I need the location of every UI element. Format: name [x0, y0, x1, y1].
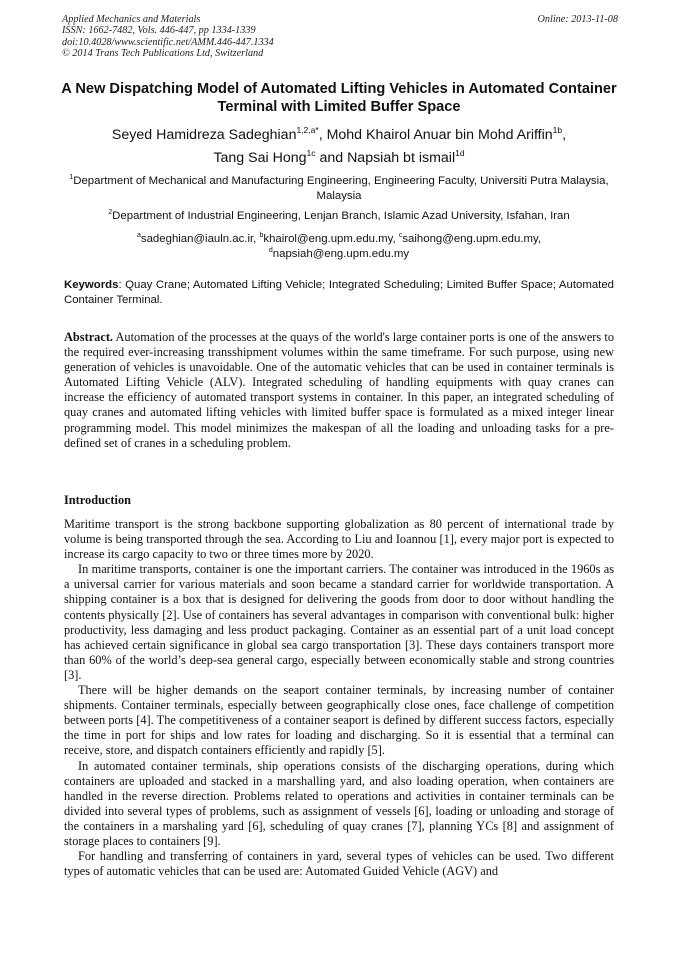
author-name: Seyed Hamidreza Sadeghian [111, 127, 297, 143]
paper-title: A New Dispatching Model of Automated Lifting Vehicles in Automated Container Terminal with Limited Buffer Space [61, 81, 617, 115]
author-separator: , [318, 127, 327, 143]
abstract-text: Automation of the processes at the quays of the world's large container ports is one of the answers to the required ever-increasing transshipment volumes within the same timeframe. For such purpose, using new generation of vehicles is unavoidable. One of the automatic vehicles that can be used in container terminals is Automated Lifting Vehicle (ALV). Integrated scheduling of handling equipments with quay cranes can increase the efficiency of automated transport systems in container. In this paper, an integrated scheduling of quay cranes and automated lifting vehicles with limited buffer space is formulated as a mixed integer linear programming model. This model minimizes the makespan of all the loading and unloading tasks for a pre-defined set of cranes in a scheduling problem. [64, 330, 614, 450]
author-name: Mohd Khairol Anuar bin Mohd Ariffin [326, 127, 553, 143]
email-mark: b [259, 232, 264, 240]
keywords-label: Keywords [64, 279, 119, 291]
email-mark: d [268, 246, 273, 254]
paragraph: Maritime transport is the strong backbone supporting globalization as 80 percent of international trade by volume is being transported through the sea. According to Liu and Ioannou [1], every major port is expected to increase its cargo capacity to two or three times more by 2020. [64, 517, 614, 562]
abstract-block [64, 330, 614, 451]
email-link[interactable]: napsiah@eng.upm.edu.my [272, 247, 410, 260]
paragraph: In automated container terminals, ship operations consists of the discharging operations, during which containers are uploaded and stacked in a marshalling yard, and also loading operation, when containers are handled in the reverse direction. Problems related to operations and activities in container terminals can be divided into several types of problems, such as assignment of vessels [6], loading or unloading and storage of the containers in a marshaling yard [6], scheduling of quay cranes [7], planning YCs [8] and assignment of storage places to containers [9]. [64, 758, 614, 848]
author-emails [56, 232, 622, 261]
author-affiliation-mark: 1b [552, 125, 563, 136]
copyright-line: © 2014 Trans Tech Publications Ltd, Switzerland [62, 48, 264, 60]
abstract-label: Abstract. [64, 330, 114, 344]
affiliation-2 [56, 209, 622, 224]
keywords-block [64, 278, 614, 308]
author-list [50, 124, 628, 170]
email-mark: c [398, 232, 403, 240]
keywords-text: : Quay Crane; Automated Lifting Vehicle; Integrated Scheduling; Limited Buffer Space; Automated Container Terminal. [64, 279, 614, 306]
author-conjunction: and [315, 150, 348, 166]
email-mark: a [137, 232, 141, 240]
paragraph: For handling and transferring of containers in yard, several types of vehicles can be used. Two different types of automatic vehicles that can be used are: Automated Guided Vehicle (AGV) and [64, 849, 614, 879]
affiliation-text: Department of Mechanical and Manufacturing Engineering, Engineering Faculty, Universiti Putra Malaysia, Malaysia [73, 175, 609, 202]
affiliation-mark: 1 [69, 174, 74, 182]
journal-header [62, 14, 618, 60]
author-affiliation-mark: 1c [306, 148, 316, 159]
email-link[interactable]: saihong@eng.upm.edu.my, [402, 233, 541, 245]
paragraph: There will be higher demands on the seaport container terminals, by increasing number of container shipments. Container terminals, especially between geographically close ones, face challenge of competition between ports [4]. The competitiveness of a container seaport is defined by different success factors, especially the time in port for ships and low rates for loading and discharging. So it is essential that a terminal can receive, store, and dispatch containers efficiently and rapidly [5]. [64, 683, 614, 758]
introduction-body [64, 517, 614, 879]
journal-name: Applied Mechanics and Materials [62, 14, 201, 25]
online-date: Online: 2013-11-08 [537, 14, 618, 25]
author-name: Napsiah bt ismail [347, 150, 456, 166]
affiliation-1 [56, 174, 622, 204]
doi-line: doi:10.4028/www.scientific.net/AMM.446-447.1334 [62, 36, 274, 48]
issn-line: ISSN: 1662-7482, Vols. 446-447, pp 1334-1339 [62, 25, 256, 37]
section-heading-introduction: Introduction [64, 493, 131, 507]
author-affiliation-mark: 1d [455, 148, 465, 159]
author-name: Tang Sai Hong [213, 150, 307, 166]
author-affiliation-mark: 1,2,a* [296, 125, 319, 136]
email-link[interactable]: khairol@eng.upm.edu.my, [263, 233, 399, 245]
author-separator: , [562, 127, 567, 143]
affiliation-mark: 2 [108, 209, 113, 217]
email-link[interactable]: sadeghian@iauln.ac.ir, [140, 233, 260, 245]
affiliation-text: Department of Industrial Engineering, Lenjan Branch, Islamic Azad University, Isfahan, Iran [112, 210, 570, 222]
paragraph: In maritime transports, container is one the important carriers. The container was introduced in the 1960s as a universal carrier for various materials and soon became a standard carrier for worldwide transportation. A shipping container is a box that is designed for delivering the goods from door to door without handling the contents physically [2]. Use of containers has several advantages in comparison with conventional bulk: higher productivity, less damaging and less product packaging. Container as an essential part of a unit load concept has achieved certain significance in global sea cargo transportation [3]. These days containers transport more than 60% of the world’s deep-sea general cargo, especially between economically stable and strong countries [3]. [64, 562, 614, 682]
